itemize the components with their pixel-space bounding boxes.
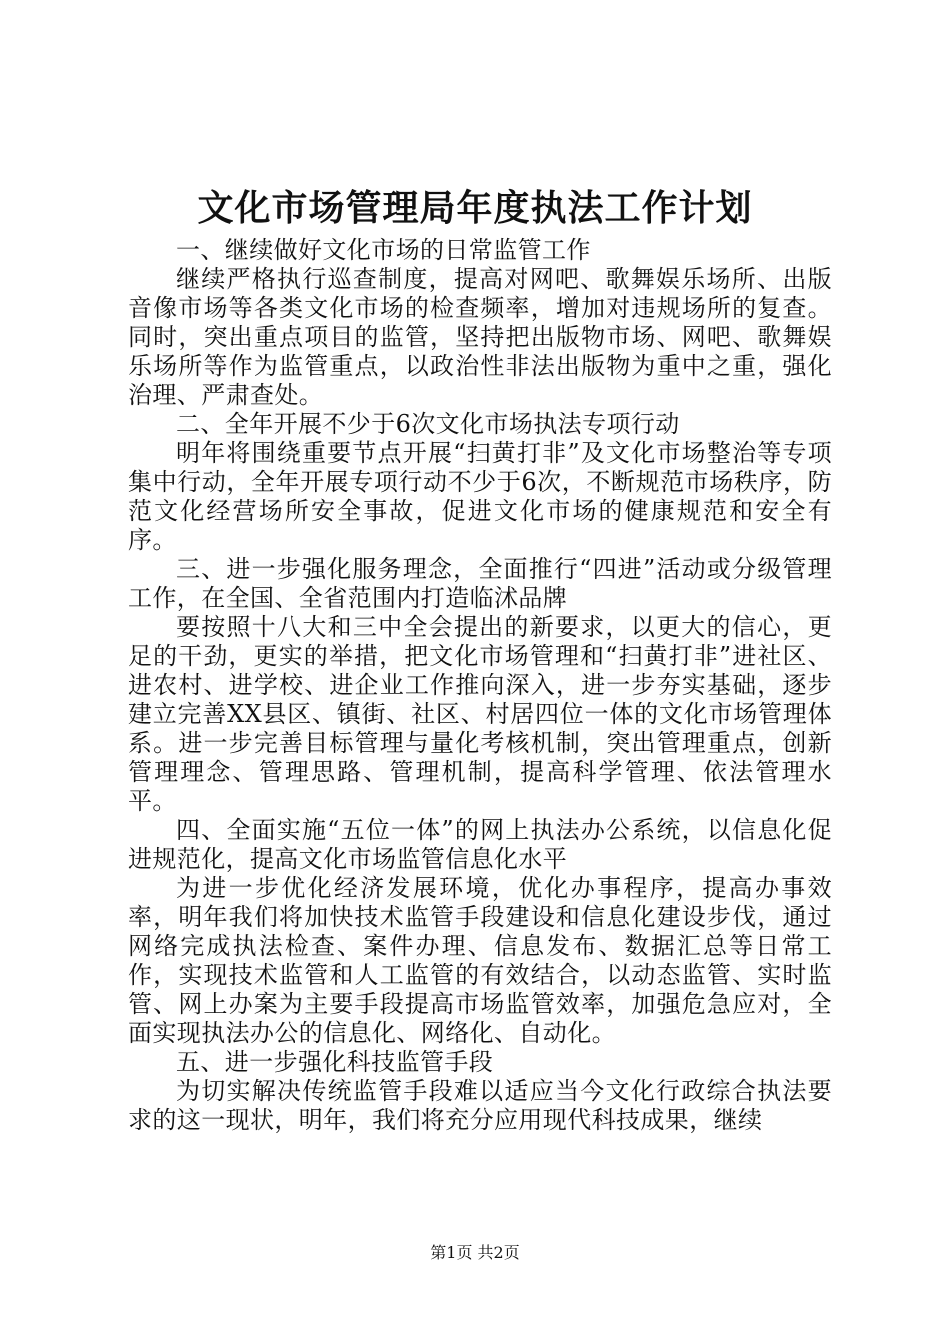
section-paragraph-2: 明年将围绕重要节点开展“扫黄打非”及文化市场整治等专项集中行动，全年开展专项行动不少于6次，不断规范市场秩序，防范文化经营场所安全事故，促进文化市场的健康规范和安全有序。 [128, 439, 832, 554]
section-paragraph-1: 继续严格执行巡查制度，提高对网吧、歌舞娱乐场所、出版音像市场等各类文化市场的检查频率，增加对违规场所的复查。同时，突出重点项目的监管，坚持把出版物市场、网吧、歌舞娱乐场所等作为监管重点，以政治性非法出版物为重中之重，强化治理、严肃查处。 [128, 265, 832, 409]
section-paragraph-4: 为进一步优化经济发展环境，优化办事程序，提高办事效率，明年我们将加快技术监管手段建设和信息化建设步伐，通过网络完成执法检查、案件办理、信息发布、数据汇总等日常工作，实现技术监管和人工监管的有效结合，以动态监管、实时监管、网上办案为主要手段提高市场监管效率，加强危急应对，全面实现执法办公的信息化、网络化、自动化。 [128, 874, 832, 1047]
document-body [128, 236, 832, 1135]
section-heading-4: 四、全面实施“五位一体”的网上执法办公系统，以信息化促进规范化，提高文化市场监管信息化水平 [128, 816, 832, 873]
section-heading-3: 三、进一步强化服务理念，全面推行“四进”活动或分级管理工作，在全国、全省范围内打造临沭品牌 [128, 555, 832, 612]
section-heading-2: 二、全年开展不少于6次文化市场执法专项行动 [176, 410, 680, 438]
section-heading-1: 一、继续做好文化市场的日常监管工作 [176, 236, 591, 264]
document-title: 文化市场管理局年度执法工作计划 [197, 187, 753, 229]
section-paragraph-5: 为切实解决传统监管手段难以适应当今文化行政综合执法要求的这一现状，明年，我们将充分应用现代科技成果，继续 [128, 1077, 832, 1134]
page-number-footer: 第1页 共2页 [430, 1243, 520, 1262]
section-paragraph-3: 要按照十八大和三中全会提出的新要求，以更大的信心，更足的干劲，更实的举措，把文化市场管理和“扫黄打非”进社区、进农村、进学校、进企业工作推向深入，进一步夯实基础，逐步建立完善XX县区、镇街、社区、村居四位一体的文化市场管理体系。进一步完善目标管理与量化考核机制，突出管理重点，创新管理理念、管理思路、管理机制，提高科学管理、依法管理水平。 [128, 613, 832, 815]
section-heading-5: 五、进一步强化科技监管手段 [176, 1048, 494, 1076]
